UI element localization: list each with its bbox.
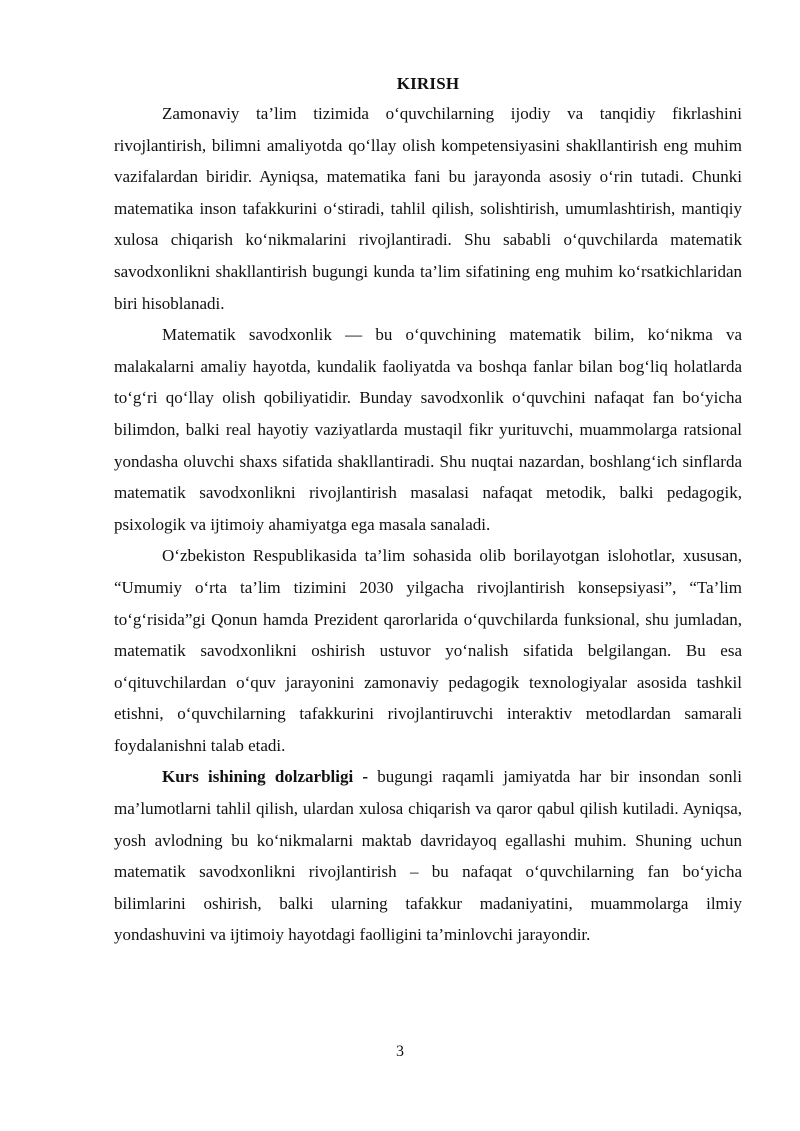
paragraph-3-text: O‘zbekiston Respublikasida ta’lim sohasida olib borilayotgan islohotlar, xususan, “Umumiy o‘rta ta’lim tizimini 2030 yilgacha rivojlantirish konsepsiyasi”, “Ta’lim to‘g‘risida”gi Qonun hamda Prezident qarorlarida o‘quvchilarda funksional, shu jumladan, matematik savodxonlikni oshirish ustuvor yo‘nalish sifatida belgilangan. Bu esa o‘qituvchilardan o‘quv jarayonini zamonaviy pedagogik texnologiyalar asosida tashkil etishni, o‘quvchilarning tafakkurini rivojlantiruvchi interaktiv metodlardan samarali foydalanishni talab etadi. xyxy=(114,546,742,755)
paragraph-2-text: Matematik savodxonlik — bu o‘quvchining matematik bilim, ko‘nikma va malakalarni amaliy hayotda, kundalik faoliyatda va boshqa fanlar bilan bog‘liq holatlarda to‘g‘ri qo‘llay olish qobiliyatidir. Bunday savodxonlik o‘quvchini nafaqat fan bo‘yicha bilimdon, balki real hayotiy vaziyatlarda mustaqil fikr yurituvchi, muammolarga ratsional yondasha oluvchi shaxs sifatida shakllantiradi. Shu nuqtai nazardan, boshlang‘ich sinflarda matematik savodxonlikni rivojlantirish masalasi nafaqat metodik, balki pedagogik, psixologik va ijtimoiy ahamiyatga ega masala sanaladi. xyxy=(114,325,742,534)
paragraph-4-text: bugungi raqamli jamiyatda har bir insondan sonli ma’lumotlarni tahlil qilish, ulardan xulosa chiqarish va qaror qabul qilish kutiladi. Ayniqsa, yosh avlodning bu ko‘nikmalarni maktab davridayoq egallashi muhim. Shuning uchun matematik savodxonlikni rivojlantirish – bu nafaqat o‘quvchilarning fan bo‘yicha bilimlarini oshirish, balki ularning tafakkur madaniyatini, muammolarga ilmiy yondashuvini va ijtimoiy hayotdagi faolligini ta’minlovchi jarayondir. xyxy=(114,767,742,945)
paragraph-4-lead: Kurs ishining dolzarbligi - xyxy=(162,767,369,787)
paragraph-1 xyxy=(114,98,742,319)
section-title: KIRISH xyxy=(396,74,460,93)
paragraph-3 xyxy=(114,540,742,761)
document-page xyxy=(114,70,742,951)
page-number: 3 xyxy=(396,1043,404,1060)
paragraph-1-text: Zamonaviy ta’lim tizimida o‘quvchilarning ijodiy va tanqidiy fikrlashini rivojlantirish, bilimni amaliyotda qo‘llay olish kompetensiyasini shakllantirish eng muhim vazifalardan biridir. Ayniqsa, matematika fani bu jarayonda asosiy o‘rin tutadi. Chunki matematika inson tafakkurini o‘stiradi, tahlil qilish, solishtirish, umumlashtirish, mantiqiy xulosa chiqarish ko‘nikmalarini rivojlantiradi. Shu sababli o‘quvchilarda matematik savodxonlikni shakllantirish bugungi kunda ta’lim sifatining eng muhim ko‘rsatkichlaridan biri hisoblanadi. xyxy=(114,104,742,313)
paragraph-2 xyxy=(114,319,742,540)
paragraph-4 xyxy=(114,761,742,951)
